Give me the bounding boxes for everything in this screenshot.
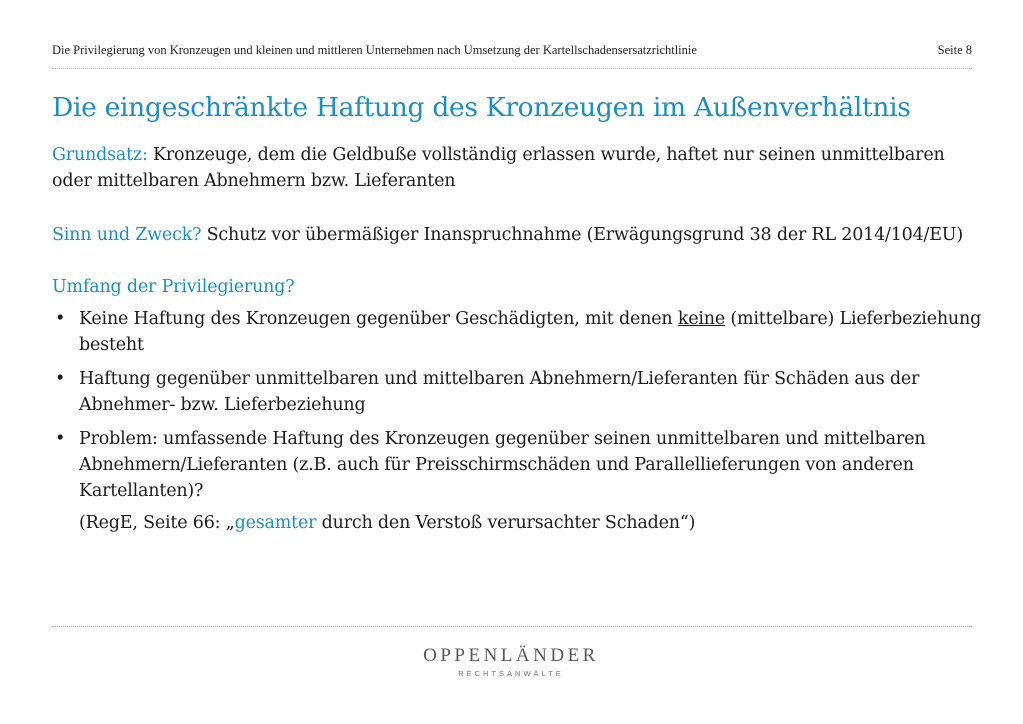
principle-paragraph (52, 142, 987, 194)
bullet-symbol: • (55, 309, 66, 329)
running-header (52, 43, 972, 58)
purpose-label: Sinn und Zweck? (52, 225, 202, 245)
running-title: Die Privilegierung von Kronzeugen und kleinen und mittleren Unternehmen nach Umsetzung der Kartellschadensersatzrichtlinie (52, 43, 697, 57)
bullet-emphasis: keine (677, 309, 725, 329)
bullet-text: Problem: umfassende Haftung des Kronzeugen gegenüber seinen unmittelbaren und mittelbaren Abnehmern/Lieferanten (z.B. auch für Preisschirmschäden und Parallellieferungen von anderen Kartellanten)? (79, 429, 926, 501)
header-divider (52, 68, 972, 69)
citation-highlight: gesamter (234, 513, 317, 533)
footer-divider (52, 626, 972, 627)
slide-title: Die eingeschränkte Haftung des Kronzeugen im Außenverhältnis (52, 92, 911, 123)
principle-label: Grundsatz: (52, 145, 148, 165)
citation-after: durch den Verstoß verursachter Schaden“) (316, 513, 696, 533)
citation-note (52, 510, 987, 536)
logo-wordmark: OPPENLÄNDER (423, 645, 599, 666)
firm-logo (380, 645, 642, 678)
purpose-paragraph (52, 222, 987, 248)
slide-body (52, 142, 987, 536)
bullet-text: Haftung gegenüber unmittelbaren und mittelbaren Abnehmern/Lieferanten für Schäden aus der Abnehmer- bzw. Lieferbeziehung (79, 369, 920, 415)
list-item (52, 366, 987, 418)
logo-subtitle: RECHTSANWÄLTE (458, 669, 564, 678)
bullet-text-before: Keine Haftung des Kronzeugen gegenüber Geschädigten, mit denen (79, 309, 678, 329)
scope-list (52, 306, 987, 504)
principle-text: Kronzeuge, dem die Geldbuße vollständig erlassen wurde, haftet nur seinen unmittelbaren oder mittelbaren Abnehmern bzw. Lieferanten (52, 145, 945, 191)
bullet-symbol: • (55, 429, 66, 449)
bullet-symbol: • (55, 369, 66, 389)
citation-before: (RegE, Seite 66: „ (79, 513, 235, 533)
page-number: Seite 8 (937, 43, 972, 57)
purpose-text: Schutz vor übermäßiger Inanspruchnahme (Erwägungsgrund 38 der RL 2014/104/EU) (201, 225, 963, 245)
bullet-text-after: (mittelbare) Lieferbeziehung besteht (79, 309, 982, 355)
list-item (52, 306, 987, 358)
scope-heading: Umfang der Privilegierung? (52, 277, 295, 297)
list-item (52, 426, 987, 504)
